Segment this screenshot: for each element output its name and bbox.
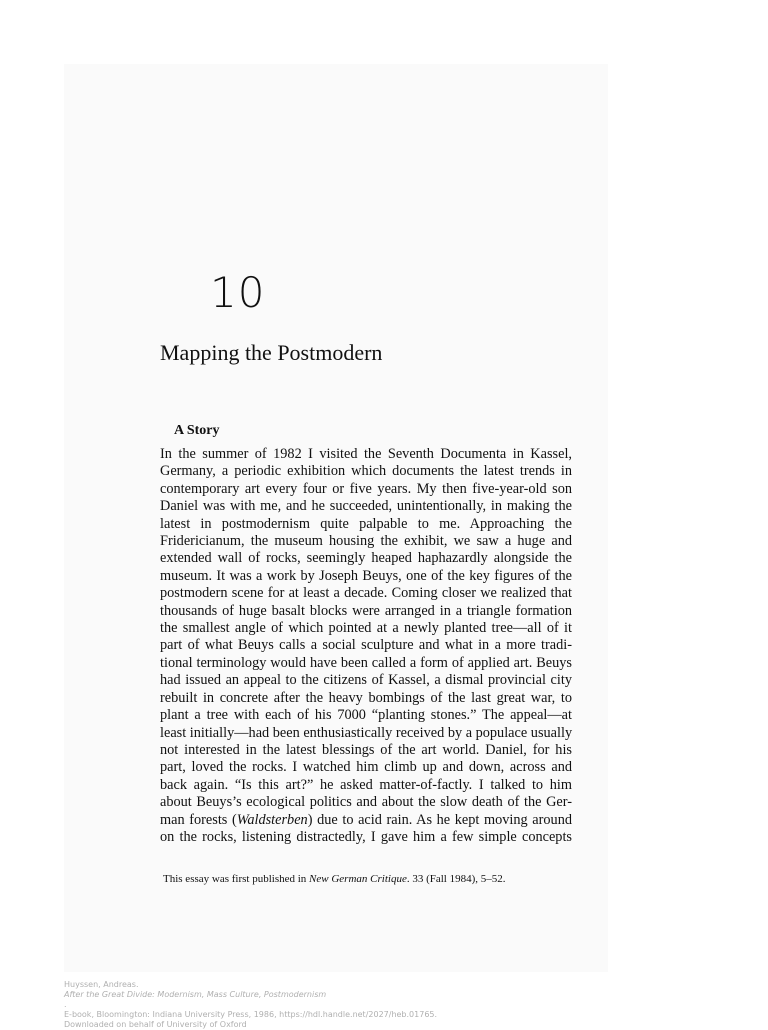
text-line: plant a tree with each of his 7000 “planting stones.” The appeal—at (160, 707, 572, 724)
text-line: museum. It was a work by Joseph Beuys, one of the key figures of the (160, 567, 572, 584)
journal-title: New German Critique (309, 873, 407, 885)
text-line: rebuilt in concrete after the heavy bombings of the last great war, to (160, 689, 572, 706)
section-heading: A Story (174, 423, 220, 438)
chapter-title: Mapping the Postmodern (160, 340, 383, 365)
text-line: contemporary art every four or five years. My then five-year-old son (160, 480, 572, 497)
text-line: In the summer of 1982 I visited the Seventh Documenta in Kassel, (160, 446, 572, 462)
text-line: part, loved the rocks. I watched him climb up and down, across and (160, 759, 572, 776)
citation-author: Huyssen, Andreas. (64, 980, 139, 989)
text-line: back again. “Is this art?” he asked matter-of-factly. I talked to him (160, 776, 572, 793)
text-line: latest in postmodernism quite palpable to me. Approaching the (160, 515, 572, 532)
text-line: tional terminology would have been called a form of applied art. Beuys (160, 654, 572, 671)
citation-line: Downloaded on behalf of University of Oxford (64, 1020, 247, 1029)
footnote (163, 873, 506, 885)
text-line: extended wall of rocks, seemingly heaped haphazardly alongside the (160, 550, 572, 567)
text-line: Daniel was with me, and he succeeded, unintentionally, in making the (160, 498, 572, 515)
chapter-number: 10 (210, 268, 266, 317)
text-line: about Beuys’s ecological politics and about the slow death of the Ger- (160, 794, 572, 811)
text-segment: ) due to acid rain. As he kept moving around (307, 811, 572, 828)
footnote-suffix: . 33 (Fall 1984), 5–52. (406, 873, 506, 885)
text-line: least initially—had been enthusiastically received by a populace usually (160, 724, 573, 741)
citation-line (64, 980, 437, 1010)
text-line: the smallest angle of which pointed at a newly planted tree—all of it (160, 620, 572, 637)
text-segment: man forests ( (160, 811, 237, 828)
text-line: postmodern scene for at least a decade. Coming closer we realized that (160, 585, 572, 602)
footnote-prefix: This essay was first published in (163, 873, 310, 885)
citation-line: E-book, Bloomington: Indiana University Press, 1986, https://hdl.handle.net/2027/heb.01765. (64, 1010, 438, 1019)
text-line (160, 812, 572, 829)
body-paragraph (160, 446, 572, 846)
citation-period: . (64, 1000, 67, 1009)
italic-term: Waldsterben (236, 811, 308, 828)
text-line: had issued an appeal to the citizens of Kassel, a dismal provincial city (160, 672, 572, 689)
text-line: not interested in the latest blessings of the art world. Daniel, for his (160, 741, 572, 758)
text-line: thousands of huge basalt blocks were arranged in a triangle formation (160, 602, 572, 619)
citation-book-title: After the Great Divide: Modernism, Mass Culture, Postmodernism (64, 990, 327, 999)
text-line: on the rocks, listening distractedly, I gave him a few simple concepts (160, 828, 572, 845)
citation-watermark (64, 980, 437, 1030)
text-line: Germany, a periodic exhibition which documents the latest trends in (160, 463, 572, 480)
text-line: part of what Beuys calls a social sculpture and what in a more tradi- (160, 637, 572, 654)
text-line: Fridericianum, the museum housing the exhibit, we saw a huge and (160, 533, 572, 550)
